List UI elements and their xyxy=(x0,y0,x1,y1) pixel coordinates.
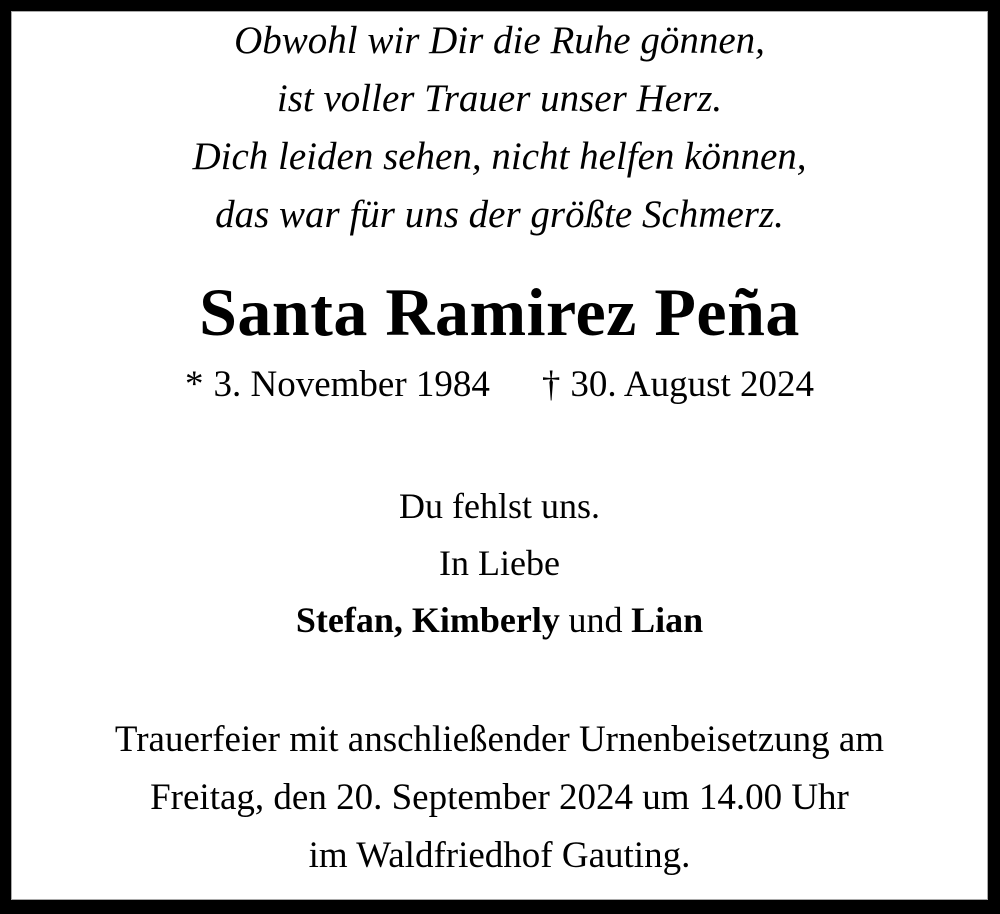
death-cross-icon: † xyxy=(541,364,561,405)
life-dates xyxy=(12,364,987,406)
death-date-text: 30. August 2024 xyxy=(570,364,815,405)
farewell-line: Du fehlst uns. xyxy=(399,486,600,526)
ceremony-line: Trauerfeier mit anschließender Urnenbeisetzung am xyxy=(114,719,885,760)
mourner-name: Lian xyxy=(631,600,704,640)
poem-line: Dich leiden sehen, nicht helfen können, xyxy=(192,135,807,178)
ceremony-line: im Waldfriedhof Gauting. xyxy=(308,835,691,876)
deceased-name: Santa Ramirez Peña xyxy=(199,274,800,350)
birth-asterisk-icon: * xyxy=(184,364,204,405)
death-date xyxy=(542,364,814,406)
birth-date xyxy=(185,364,490,406)
mourners-connector: und xyxy=(568,600,623,640)
farewell-line: In Liebe xyxy=(439,543,560,583)
farewell-section xyxy=(12,478,987,649)
ceremony-line: Freitag, den 20. September 2024 um 14.00 Uhr xyxy=(150,777,849,818)
poem-line: Obwohl wir Dir die Ruhe gönnen, xyxy=(234,19,765,62)
mourner-names: Stefan, Kimberly xyxy=(295,600,560,640)
poem-line: ist voller Trauer unser Herz. xyxy=(276,77,723,120)
obituary-notice-card xyxy=(11,11,988,900)
birth-date-text: 3. November 1984 xyxy=(213,364,490,405)
memorial-poem xyxy=(12,12,987,244)
poem-line: das war für uns der größte Schmerz. xyxy=(215,193,784,236)
ceremony-details xyxy=(12,711,987,885)
mourners-line xyxy=(12,592,987,649)
